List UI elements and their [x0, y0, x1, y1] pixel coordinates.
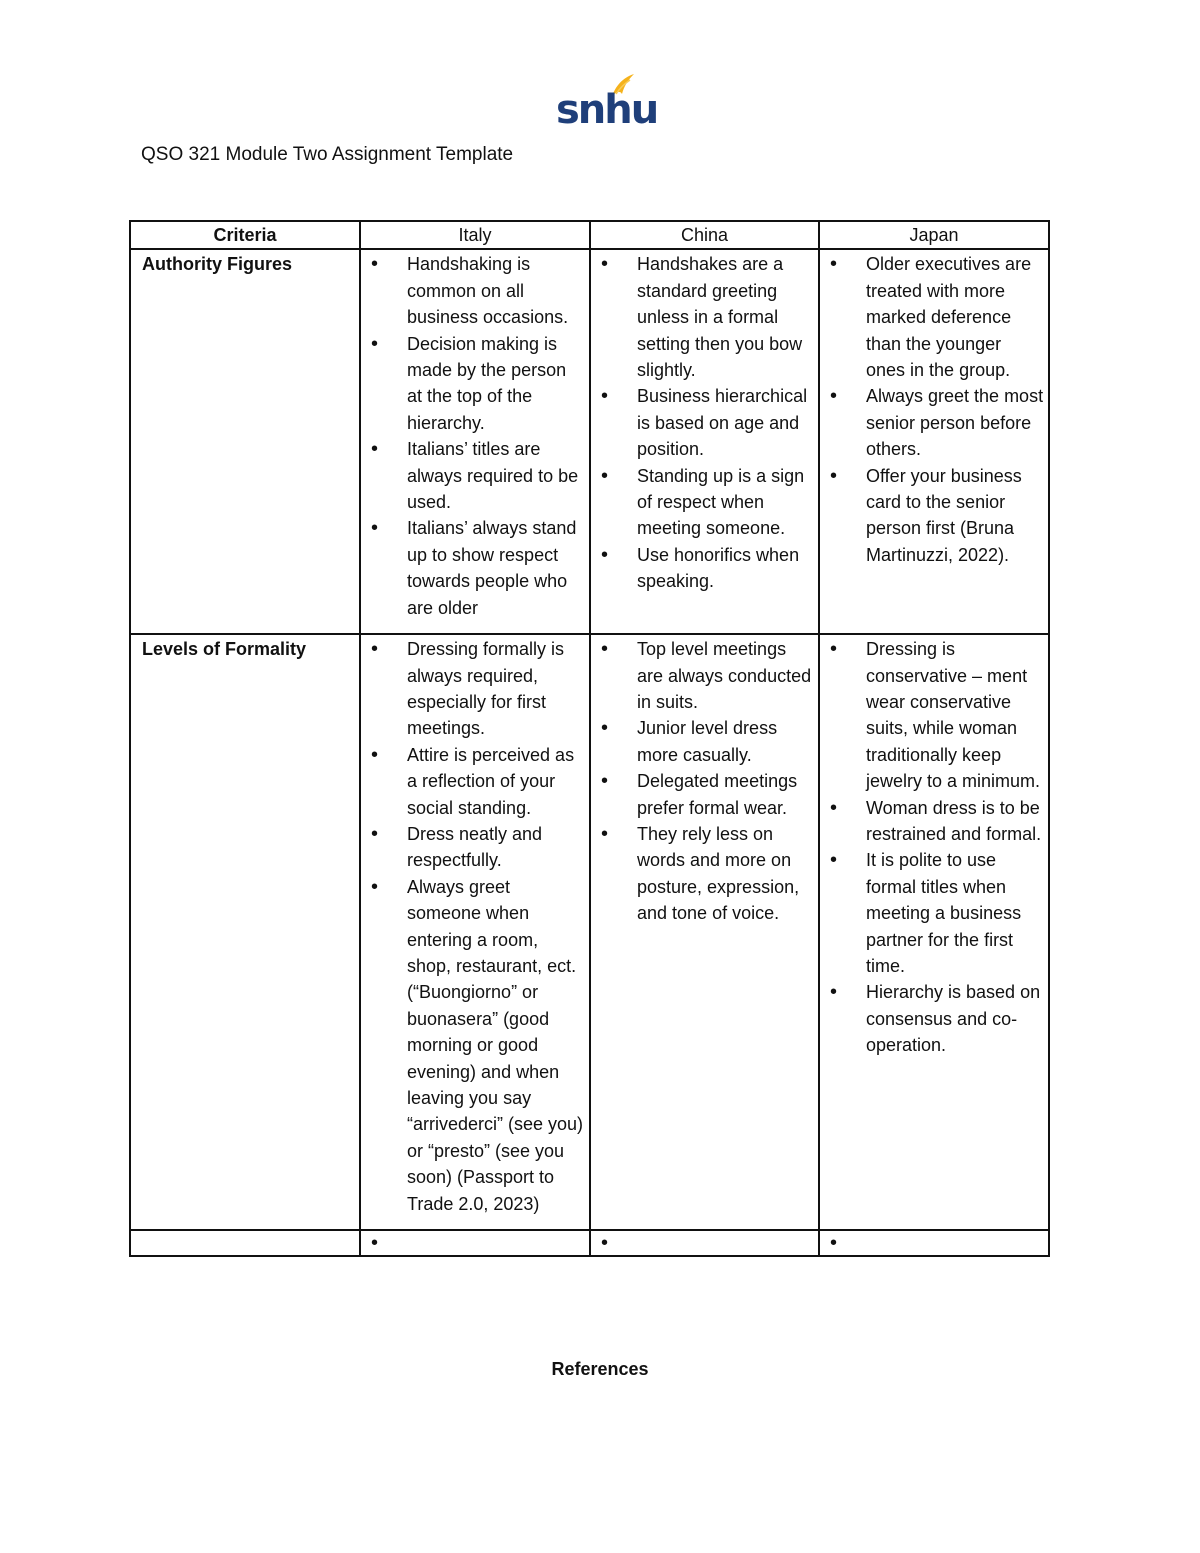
list-item: • Italians’ always stand up to show respect towards people who are older	[361, 515, 585, 621]
cell-authority-japan	[819, 249, 1049, 634]
list-item: • Top level meetings are always conducted in suits.	[591, 636, 814, 715]
header-china: China	[590, 221, 819, 249]
list-item: • Business hierarchical is based on age and position.	[591, 383, 814, 462]
row-label-authority-figures: Authority Figures	[130, 249, 360, 634]
list-item: • Dressing formally is always required, especially for first meetings.	[361, 636, 585, 742]
list-item: • Dressing is conservative – ment wear conservative suits, while woman traditionally keep jewelry to a minimum.	[820, 636, 1044, 794]
cell-authority-italy	[360, 249, 590, 634]
empty-label-cell	[130, 1230, 360, 1256]
cell-formality-japan	[819, 634, 1049, 1230]
table-row-levels-of-formality	[130, 634, 1049, 1230]
header-japan: Japan	[819, 221, 1049, 249]
list-item: • Junior level dress more casually.	[591, 715, 814, 768]
list-item: • Italians’ titles are always required to be used.	[361, 436, 585, 515]
list-item: • Dress neatly and respectfully.	[361, 821, 585, 874]
snhu-logo	[556, 72, 658, 134]
list-item: • Handshakes are a standard greeting unless in a formal setting then you bow slightly.	[591, 251, 814, 383]
empty-cell-italy	[360, 1230, 590, 1256]
document-title: QSO 321 Module Two Assignment Template	[141, 144, 514, 165]
list-item: • Woman dress is to be restrained and formal.	[820, 795, 1044, 848]
header-criteria: Criteria	[130, 221, 360, 249]
list-item: • Always greet the most senior person before others.	[820, 383, 1044, 462]
list-item: • Decision making is made by the person at the top of the hierarchy.	[361, 331, 585, 437]
list-item: • Always greet someone when entering a room, shop, restaurant, ect. (“Buongiorno” or buonasera” (good morning or good evening) and when leaving you say “arrivederci” (see you) or “presto” (see you soon) (Passport to Trade 2.0, 2023)	[361, 874, 585, 1217]
table-header-row	[130, 221, 1049, 249]
table-row-authority-figures	[130, 249, 1049, 634]
empty-cell-china	[590, 1230, 819, 1256]
list-item: • Delegated meetings prefer formal wear.	[591, 768, 814, 821]
row-label-levels-of-formality: Levels of Formality	[130, 634, 360, 1230]
bullet-icon: •	[830, 1232, 838, 1255]
cell-formality-china	[590, 634, 819, 1230]
bullet-icon: •	[371, 1232, 379, 1255]
references-heading: References	[551, 1359, 649, 1379]
cell-formality-italy	[360, 634, 590, 1230]
list-item: • Handshaking is common on all business occasions.	[361, 251, 585, 330]
list-item: • It is polite to use formal titles when meeting a business partner for the first time.	[820, 847, 1044, 979]
list-item: • Hierarchy is based on consensus and co-operation.	[820, 979, 1044, 1058]
list-item: • They rely less on words and more on posture, expression, and tone of voice.	[591, 821, 814, 927]
comparison-table	[129, 220, 1050, 1257]
logo-wordmark: snhu	[556, 87, 658, 133]
cell-authority-china	[590, 249, 819, 634]
empty-cell-japan	[819, 1230, 1049, 1256]
list-item: • Older executives are treated with more marked deference than the younger ones in the group.	[820, 251, 1044, 383]
bullet-icon: •	[601, 1232, 609, 1255]
table-row-empty	[130, 1230, 1049, 1256]
list-item: • Standing up is a sign of respect when meeting someone.	[591, 463, 814, 542]
list-item: • Use honorifics when speaking.	[591, 542, 814, 595]
list-item: • Offer your business card to the senior person first (Bruna Martinuzzi, 2022).	[820, 463, 1044, 569]
header-italy: Italy	[360, 221, 590, 249]
list-item: • Attire is perceived as a reflection of your social standing.	[361, 742, 585, 821]
